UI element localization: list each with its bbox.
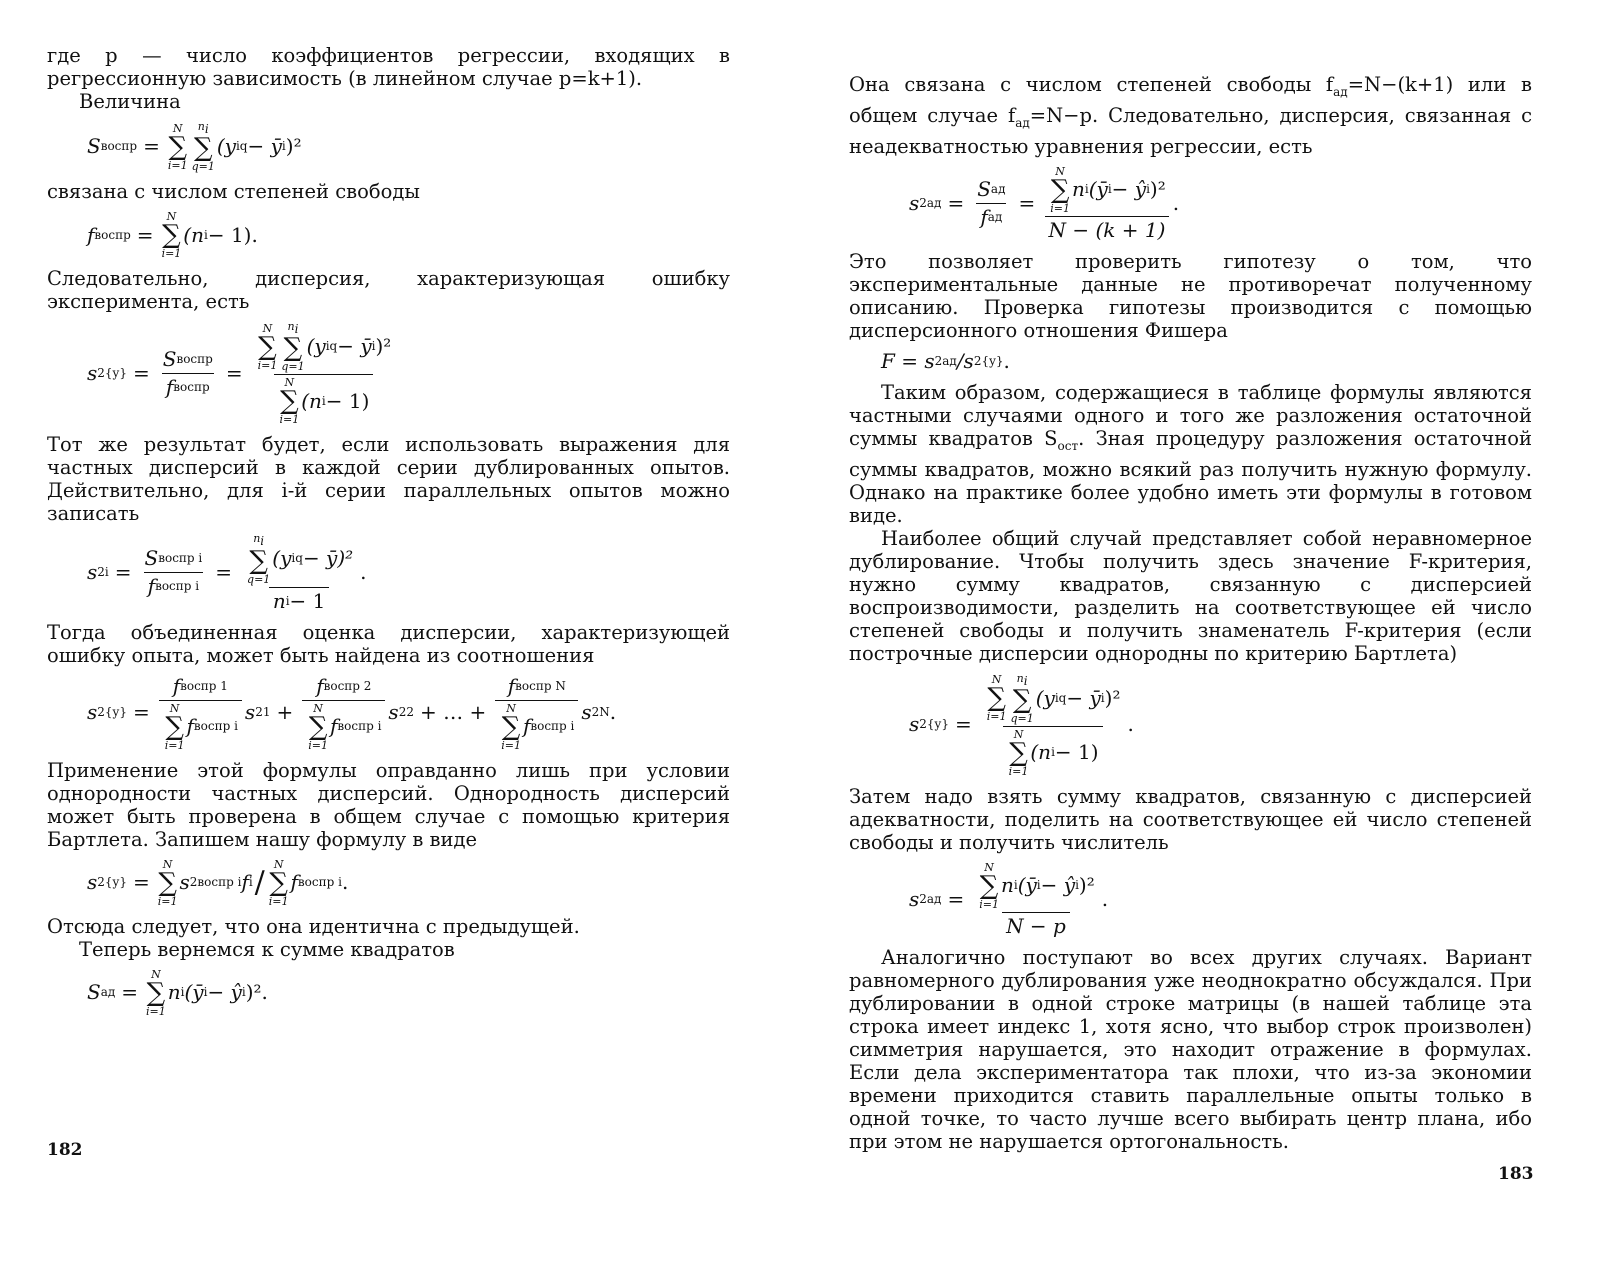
formula-s2-i: s 2 i = S воспр i f воспр i = $n_i$ ∑ q=1 (y iq − ȳ)² n i − 1 .: [87, 532, 367, 613]
formula-s2-y-right: s 2 {y} = N ∑ i=1 $n_i$ ∑ q=1 (y iq − ȳ i )² N ∑ i=1 (n i − 1) .: [909, 671, 1134, 778]
right-paragraph-4: Наиболее общий случай представляет собой неравномерное дублирование. Чтобы получить здесь значение F-критерия, нужно сумму квадратов, связанную с дисперсией воспроизводимости, разделить на соответствующее ей число степеней свободы и получить знаменатель F-критерия (если построчные дисперсии однородны по критерию Бартлета): [849, 526, 1532, 665]
formula-s2-y-combined: s 2 {y} = f воспр 1 N ∑ i=1 f воспр i s 2 1 + f воспр 2 N ∑ i=1 f воспр i s 2 2 + … + f воспр N N ∑ i=1 f воспр i s 2 N .: [87, 673, 617, 752]
right-text-column: [849, 73, 1532, 1153]
page-number-right: 183: [1498, 1164, 1534, 1184]
right-paragraph-3: Таким образом, содержащиеся в таблице формулы являются частными случаями одного и того же разложения остаточной суммы квадратов $S_{ост}$. Зная процедуру разложения остаточной суммы квадратов, можно всякий раз получить нужную формулу. Однако на практике более удобно иметь эти формулы в готовом виде.: [849, 380, 1532, 527]
right-paragraph-2: Это позволяет проверить гипотезу о том, что экспериментальные данные не противоречат полученному описанию. Проверка гипотезы производится с помощью дисперсионного отношения Фишера: [849, 249, 1532, 342]
left-paragraph-9: Теперь вернемся к сумме квадратов: [79, 937, 455, 961]
right-paragraph-1: Она связана с числом степеней свободы $f_{ад}=N-(k+1)$ или в общем случае $f_{ад}=N-p$. Следовательно, дисперсия, связанная с неадекватностью уравнения регрессии, есть: [849, 73, 1532, 158]
left-paragraph-4: Следовательно, дисперсия, характеризующая ошибку эксперимента, есть: [47, 267, 730, 314]
formula-s2-y: s 2 {y} = S воспр f воспр = N ∑ i=1 $n_i$ ∑ q=1 (y iq − ȳ i )² N ∑ i=1 (n i − 1): [87, 320, 392, 427]
page-number-left: 182: [47, 1140, 83, 1160]
formula-s-vospr: S воспр = N ∑ i=1 $n_i$ ∑ q=1 (y iq − ȳ i )²: [87, 120, 302, 174]
left-paragraph-2: Величина: [79, 90, 181, 113]
right-paragraph-5: Затем надо взять сумму квадратов, связанную с дисперсией адекватности, поделить на соответствующее ей число степеней свободы и получить числитель: [849, 784, 1532, 854]
formula-s2-ad-numerator: s 2 ад = N ∑ i=1 n i (ȳ i − ŷ i )² N − p .: [909, 860, 1109, 938]
formula-s2-ad: s 2 ад = S ад f ад = N ∑ i=1 n i (ȳ i − ŷ i )² N − (k + 1) .: [909, 164, 1180, 242]
right-paragraph-6: Аналогично поступают во всех других случаях. Вариант равномерного дублирования уже неоднократно обсуждался. При дублировании в одной строке матрицы (в нашей таблице эта строка имеет индекс 1, хотя ясно, что выбор строк произволен) симметрия нарушается, это находит отражение в формулах. Если дела экспериментатора так плохи, что из-за экономии времени приходится ставить параллельные опыты только в одной точке, то часто лучше всего выбирать центр плана, ибо при этом не нарушается ортогональность.: [849, 945, 1532, 1153]
formula-s2-y-bartlett: s 2 {y} = N ∑ i=1 s 2 воспр i f i / N ∑ i=1 f воспр i .: [87, 857, 349, 908]
left-paragraph-6: Тогда объединенная оценка дисперсии, характеризующей ошибку опыта, может быть найдена из соотношения: [47, 620, 730, 667]
left-paragraph-5: Тот же результат будет, если использовать выражения для частных дисперсий в каждой серии дублированных опытов. Действительно, для i-й серии параллельных опытов можно записать: [47, 433, 730, 526]
left-paragraph-7: Применение этой формулы оправданно лишь при условии однородности частных дисперсий. Однородность дисперсий может быть проверена в общем случае с помощью критерия Бартлета. Запишем нашу формулу в виде: [47, 758, 730, 851]
left-text-column: [47, 44, 730, 1025]
right-page: [800, 0, 1600, 1267]
formula-f-vospr: f воспр = N ∑ i=1 (n i − 1).: [87, 210, 258, 261]
left-paragraph-1: где p — число коэффициентов регрессии, входящих в регрессионную зависимость (в линейном случае p=k+1).: [47, 44, 730, 90]
left-paragraph-3: связана с числом степеней свободы: [47, 180, 420, 204]
left-paragraph-8: Отсюда следует, что она идентична с предыдущей.: [47, 914, 580, 938]
formula-s-ad: S ад = N ∑ i=1 n i (ȳ i − ŷ i )².: [87, 967, 268, 1018]
formula-fisher-f: F = s 2 ад /s 2 {y} .: [881, 348, 1010, 373]
